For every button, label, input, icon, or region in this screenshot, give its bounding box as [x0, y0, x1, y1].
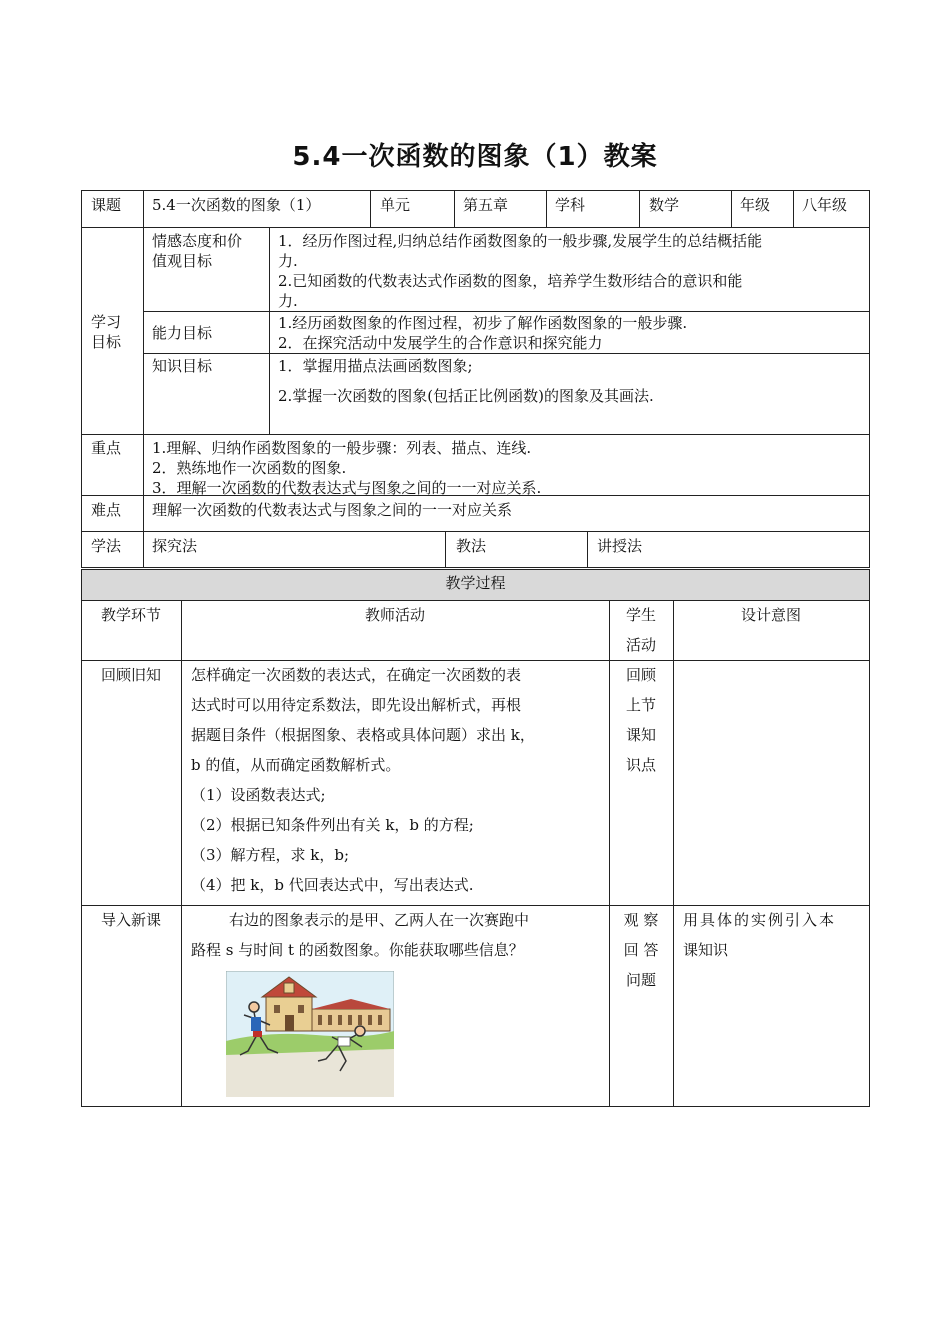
goals-label: 学习 目标 [91, 313, 122, 351]
knowledge-goal-line1: 1．掌握用描点法画函数图象; [278, 357, 473, 375]
ability-goal-text: 1.经历函数图象的作图过程，初步了解作函数图象的一般步骤. 2．在探究活动中发展学生的合作意识和探究能力 [278, 314, 688, 352]
table-divider [81, 227, 870, 228]
table-border-top [81, 190, 870, 191]
table-divider [370, 190, 371, 227]
intro-student-text: 观 察 回 答 问题 [623, 911, 659, 989]
table-divider [587, 531, 588, 567]
xuefa-value: 探究法 [152, 537, 198, 555]
table-divider [81, 567, 870, 568]
focus-text: 1.理解、归纳作函数图象的一般步骤：列表、描点、连线. 2．熟练地作一次函数的图象. 3．理解一次函数的代数表达式与图象之间的一一对应关系. [152, 439, 542, 497]
jiaofa-value: 讲授法 [597, 537, 643, 555]
focus-label: 重点 [91, 439, 122, 457]
table-border-left [81, 569, 82, 1106]
table-divider [731, 190, 732, 227]
table-border-bottom [81, 1106, 870, 1107]
table-divider [546, 190, 547, 227]
col-step-header: 教学环节 [100, 606, 161, 624]
emotion-goal-text: 1．经历作图过程,归纳总结作函数图象的一般步骤,发展学生的总结概括能 力. 2.已知函数的代数表达式作函数的图象，培养学生数形结合的意识和能 力. [278, 232, 763, 310]
table-divider [445, 531, 446, 567]
intro-intent-text: 用具体的实例引入本 课知识 [683, 911, 837, 959]
table-border-left [81, 190, 82, 567]
table-divider [81, 434, 870, 435]
review-teacher-text: 怎样确定一次函数的表达式，在确定一次函数的表 达式时可以用待定系数法，即先设出解析式，再根 据题目条件（根据图象、表格或具体问题）求出 k， b 的值，从而确定函数解析式。 （1）设函数表达式; （2）根据已知条件列出有关 k，b 的方程; （3）解方程，求 k，b; （4）把 k，b 代回表达式中，写出表达式. [191, 666, 535, 894]
review-student-text: 回顾 上节 课知 识点 [625, 666, 656, 774]
danyuan-label: 单元 [380, 196, 411, 214]
table-divider [143, 353, 870, 354]
table-divider [793, 190, 794, 227]
col-teacher-header: 教师活动 [364, 606, 425, 624]
intro-step: 导入新课 [100, 911, 161, 929]
table-divider [673, 600, 674, 1106]
table-border-right [869, 190, 870, 567]
table-border-right [869, 569, 870, 1106]
jiaofa-label: 教法 [456, 537, 487, 555]
col-intent-header: 设计意图 [740, 606, 801, 624]
table-divider [181, 600, 182, 1106]
page-title: 5.4一次函数的图象（1）教案 [292, 142, 658, 172]
danyuan-value: 第五章 [463, 196, 509, 214]
table-divider [639, 190, 640, 227]
race-illustration [226, 971, 394, 1097]
table-divider [269, 227, 270, 434]
ability-goal-label: 能力目标 [152, 324, 213, 342]
xueke-value: 数学 [649, 196, 680, 214]
table-divider [143, 190, 144, 567]
table-divider [454, 190, 455, 227]
col-student-header: 学生 活动 [625, 606, 656, 654]
knowledge-goal-line2: 2.掌握一次函数的图象(包括正比例函数)的图象及其画法. [278, 387, 654, 405]
process-title: 教学过程 [445, 574, 506, 592]
intro-teacher-text: 右边的图象表示的是甲、乙两人在一次赛跑中 路程 s 与时间 t 的函数图象。你能获取哪些信息？ [191, 911, 530, 959]
xueke-label: 学科 [555, 196, 586, 214]
keti-value: 5.4一次函数的图象（1） [152, 196, 321, 214]
table-divider [81, 531, 870, 532]
difficulty-label: 难点 [91, 501, 122, 519]
review-step: 回顾旧知 [100, 666, 161, 684]
emotion-goal-label: 情感态度和价 值观目标 [152, 232, 243, 270]
table-divider [143, 311, 870, 312]
nianji-value: 八年级 [802, 196, 848, 214]
xuefa-label: 学法 [91, 537, 122, 555]
knowledge-goal-label: 知识目标 [152, 357, 213, 375]
difficulty-text: 理解一次函数的代数表达式与图象之间的一一对应关系 [152, 501, 513, 519]
keti-label: 课题 [91, 196, 122, 214]
nianji-label: 年级 [740, 196, 771, 214]
table-divider [81, 569, 870, 570]
